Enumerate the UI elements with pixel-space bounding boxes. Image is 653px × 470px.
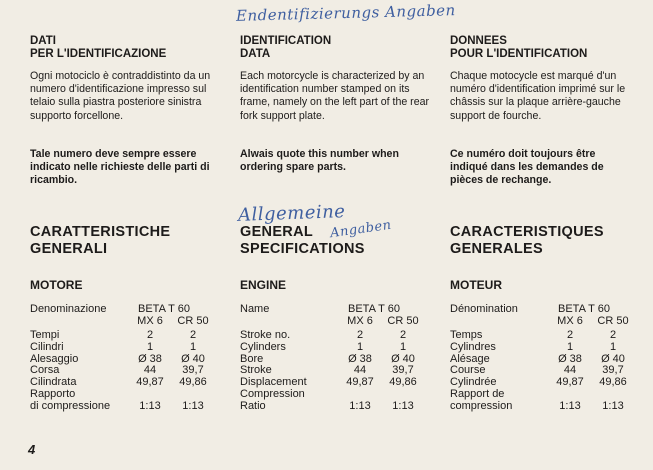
handwritten-note-identification: Endentifizierungs Angaben — [235, 1, 456, 25]
spec-value-mx6: Ø 38 — [138, 352, 162, 365]
handwritten-note-general-2: Angaben — [329, 217, 393, 242]
spec-label: Cylinders — [240, 340, 286, 353]
handwritten-note-general: Allgemeine — [237, 201, 346, 226]
spec-value-cr50: 49,86 — [179, 376, 207, 389]
spec-value-cr50: 39,7 — [182, 364, 204, 377]
spec-label: Course — [450, 364, 486, 377]
spec-value-cr50: 1 — [399, 340, 407, 353]
spec-label: Cilindrata — [30, 376, 77, 389]
spec-value-mx6: 2 — [146, 329, 154, 341]
spec-value-mx6: 2 — [566, 329, 574, 341]
spec-label: Bore — [240, 352, 264, 365]
spec-value-cr50: Ø 40 — [391, 352, 415, 365]
spec-label: Temps — [450, 329, 483, 341]
identification-heading: IDENTIFICATION DATA — [240, 35, 332, 60]
engine-heading: MOTORE — [30, 278, 83, 292]
spec-value-cr50: 1:13 — [182, 399, 204, 412]
spec-value-mx6: 1:13 — [139, 399, 161, 412]
spec-value-mx6: 1 — [146, 340, 154, 353]
spec-value-mx6: 44 — [563, 364, 577, 377]
spec-value-cr50: 2 — [399, 329, 407, 341]
spec-value-mx6: 49,87 — [346, 376, 374, 389]
spec-label: Stroke no. — [240, 329, 291, 341]
identification-heading: DATI PER L'IDENTIFICAZIONE — [30, 35, 167, 60]
spec-value-cr50: 2 — [609, 329, 617, 341]
spec-value-cr50: 1:13 — [602, 399, 624, 412]
spec-value-mx6: 49,87 — [136, 376, 164, 389]
identification-paragraph: Each motorcycle is characterized by an identification number stamped on its frame, namely on the left part of the rear fork support plate. — [240, 70, 430, 122]
spec-label: Rapporto — [30, 388, 76, 400]
spec-value-mx6: Ø 38 — [558, 352, 582, 365]
engine-heading: MOTEUR — [450, 278, 502, 292]
identification-paragraph: Ogni motociclo è contraddistinto da un numero d'identificazione impresso sul telaio sulla piastra posteriore sinistra supporto forcellone. — [30, 70, 211, 122]
spec-value-cr50: 39,7 — [602, 364, 624, 377]
spec-value-mx6: 1:13 — [559, 399, 581, 412]
identification-heading: DONNEES POUR L'IDENTIFICATION — [450, 35, 588, 60]
spec-value-cr50: 39,7 — [392, 364, 414, 377]
spec-value-cr50: Ø 40 — [181, 352, 205, 365]
spec-value-cr50: 1:13 — [392, 399, 414, 412]
spec-value-cr50: 1 — [189, 340, 197, 353]
spec-label: Alesaggio — [30, 352, 79, 365]
spec-value-cr50: 49,86 — [599, 376, 627, 389]
spec-value-mx6: 1 — [566, 340, 574, 353]
spec-label: Ratio — [240, 399, 266, 412]
manual-page: Endentifizierungs Angaben Allgemeine Angaben DATI PER L'IDENTIFICAZIONE Ogni motociclo è contraddistinto da un numero d'identificazione impresso sul telaio sulla piastra posteriore sinistra supporto forcellone. Tale numero deve sempre essere indicato nelle richieste delle parti di ricambio. CARATTERISTICHE GENERALI MOTORE Denominazione BETA T 60 MX 6 CR 50 Tempi 2 2 Cilindri 1 1 Alesaggio Ø 38 Ø 40 Corsa 44 39,7 Cilindrata 49,87 49,86 Rapporto di compressione 1:13 1:13 IDENTIFICATION DATA Each motorcycle is characterized by an identification number stamped on its frame, namely on the left part of the rear fork support plate. Alwais quote this number when ordering spare parts. GENERAL SPECIFICATIONS ENGINE Name BETA T 60 MX 6 CR 50 Stroke no. 2 2 Cylinders 1 1 Bore Ø 38 Ø 40 Stroke 44 39,7 Displacement 49,87 49,86 Compression Ratio 1:13 1:13 DONNEES POUR L'IDENTIFICATION Chaque motocycle est marqué d'un numéro d'identification imprimé sur le châssis sur la plaque arrière-gauche support de fourche. Ce numéro doit toujours être indiqué dans les demandes de pièces de rechange. CARACTERISTIQUES GENERALES MOTEUR Dénomination BETA T 60 MX 6 CR 50 Temps 2 2 Cylindres 1 1 Alésage Ø 38 Ø 40 Course 44 39,7 Cylindrée 49,87 49,86 Rapport de compression 1:13 1:13 4 — [0, 0, 653, 470]
spec-value-mx6: 49,87 — [556, 376, 584, 389]
page-number: 4 — [28, 442, 36, 457]
spec-value-mx6: Ø 38 — [348, 352, 372, 365]
specs-heading: CARATTERISTICHE GENERALI — [30, 224, 171, 257]
spec-label: Corsa — [30, 364, 60, 377]
spec-label: Alésage — [450, 352, 490, 365]
spec-value-cr50: Ø 40 — [601, 352, 625, 365]
spare-parts-note: Alwais quote this number when ordering spare parts. — [240, 148, 399, 174]
spec-label: Cylindrée — [450, 376, 497, 389]
spec-label: compression — [450, 399, 513, 412]
spec-label: Tempi — [30, 329, 60, 341]
spare-parts-note: Ce numéro doit toujours être indiqué dans les demandes de pièces de rechange. — [450, 148, 604, 187]
spec-value-mx6: 44 — [353, 364, 367, 377]
spec-label: Cilindri — [30, 340, 64, 353]
spec-label: di compressione — [30, 399, 111, 412]
spec-label: Compression — [240, 388, 305, 400]
spare-parts-note: Tale numero deve sempre essere indicato nelle richieste delle parti di ricambio. — [30, 148, 210, 187]
spec-value-mx6: 1:13 — [349, 399, 371, 412]
specs-heading: GENERAL SPECIFICATIONS — [240, 224, 365, 257]
spec-value-mx6: 1 — [356, 340, 364, 353]
spec-label: Displacement — [240, 376, 307, 389]
spec-label: Stroke — [240, 364, 272, 377]
spec-value-mx6: 2 — [356, 329, 364, 341]
spec-value-mx6: 44 — [143, 364, 157, 377]
engine-heading: ENGINE — [240, 278, 287, 292]
spec-label: Cylindres — [450, 340, 496, 353]
spec-value-cr50: 1 — [609, 340, 617, 353]
spec-value-cr50: 2 — [189, 329, 197, 341]
spec-value-cr50: 49,86 — [389, 376, 417, 389]
spec-label: Rapport de — [450, 388, 505, 400]
specs-heading: CARACTERISTIQUES GENERALES — [450, 224, 604, 257]
identification-paragraph: Chaque motocycle est marqué d'un numéro d'identification imprimé sur le châssis sur la plaque arrière-gauche support de fourche. — [450, 70, 626, 122]
